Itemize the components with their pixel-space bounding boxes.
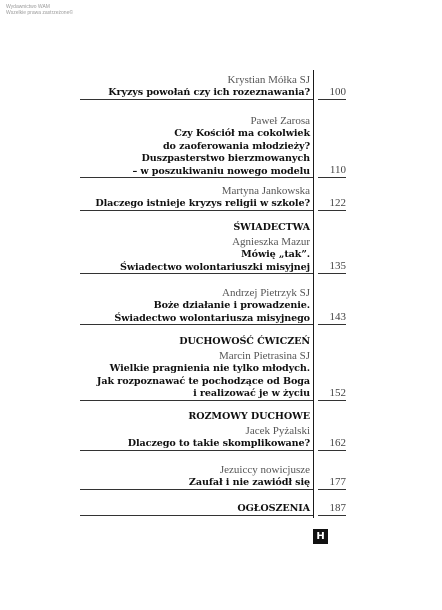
entry-author: Jacek Pyżalski — [245, 425, 310, 437]
toc-entry[interactable] — [80, 286, 346, 325]
entry-underline — [80, 210, 313, 211]
entry-title-line: Świadectwo wolontariuszki misyjnej — [119, 261, 310, 273]
publisher-name: Wydawnictwo WAM — [6, 4, 50, 10]
entry-title-line: Jak rozpoznawać te pochodzące od Boga — [96, 375, 310, 387]
entry-title-line: Kryzys powołań czy ich rozeznawania? — [108, 87, 310, 98]
entry-title-line: Czy Kościół ma cokolwiek — [174, 128, 310, 139]
toc-entry[interactable] — [80, 335, 346, 401]
section-heading: ŚWIADECTWA — [233, 222, 310, 233]
entry-underline — [80, 99, 313, 100]
toc-entry[interactable] — [80, 502, 346, 516]
toc-entry[interactable] — [80, 463, 346, 490]
toc-entry[interactable] — [80, 410, 346, 451]
entry-title-line: do zaoferowania młodzieży? — [162, 140, 310, 152]
entry-page-number: 187 — [318, 502, 346, 516]
section-heading: OGŁOSZENIA — [237, 503, 310, 514]
toc-entry[interactable] — [80, 73, 346, 100]
entry-author: Andrzej Pietrzyk SJ — [222, 287, 310, 299]
header — [6, 4, 73, 16]
entry-page-number: 122 — [318, 197, 346, 211]
entry-page-number: 143 — [318, 311, 346, 325]
entry-author: Marcin Pietrasina SJ — [218, 350, 310, 362]
section-heading: ROZMOWY DUCHOWE — [188, 411, 310, 422]
entry-author: Jezuiccy nowicjusze — [219, 464, 310, 476]
entry-title-line: Dlaczego to takie skomplikowane? — [127, 438, 310, 449]
entry-author: Agnieszka Mazur — [232, 236, 310, 248]
toc-entry[interactable] — [80, 184, 346, 211]
journal-mark-logo: H — [313, 529, 328, 544]
entry-title-line: Boże działanie i prowadzenie. — [153, 300, 310, 311]
entry-author: Krystian Mółka SJ — [227, 74, 310, 86]
entry-title-line: Zaufał i nie zawiódł się — [188, 477, 310, 488]
entry-title-line: Świadectwo wolontariusza misyjnego — [114, 312, 310, 324]
entry-page-number: 100 — [318, 86, 346, 100]
entry-author: Paweł Zarosa — [250, 115, 310, 127]
entry-page-number: 152 — [318, 387, 346, 401]
entry-page-number: 162 — [318, 437, 346, 451]
entry-underline — [80, 177, 313, 178]
entry-title-line: Mówię „tak”. — [241, 249, 310, 260]
rights-notice: Wszelkie prawa zastrzeżone© — [6, 10, 74, 16]
entry-underline — [80, 450, 313, 451]
entry-author: Martyna Jankowska — [221, 185, 310, 197]
entry-underline — [80, 324, 313, 325]
entry-title-line: – w poszukiwaniu nowego modelu — [132, 165, 310, 177]
entry-title-line: i realizować je w życiu — [193, 388, 310, 399]
entry-title-line: Wielkie pragnienia nie tylko młodych. — [109, 363, 310, 374]
entry-page-number: 135 — [318, 260, 346, 274]
entry-underline — [80, 400, 313, 401]
toc-entry[interactable] — [80, 114, 346, 178]
section-heading: DUCHOWOŚĆ ĆWICZEŃ — [179, 336, 310, 347]
entry-underline — [80, 515, 313, 516]
entry-page-number: 177 — [318, 476, 346, 490]
toc-entry[interactable] — [80, 221, 346, 274]
entry-page-number: 110 — [318, 164, 346, 178]
entry-underline — [80, 489, 313, 490]
entry-title-line: Duszpasterstwo bierzmowanych — [141, 153, 310, 164]
entry-underline — [80, 273, 313, 274]
entry-title-line: Dlaczego istnieje kryzys religii w szkole? — [95, 198, 310, 209]
